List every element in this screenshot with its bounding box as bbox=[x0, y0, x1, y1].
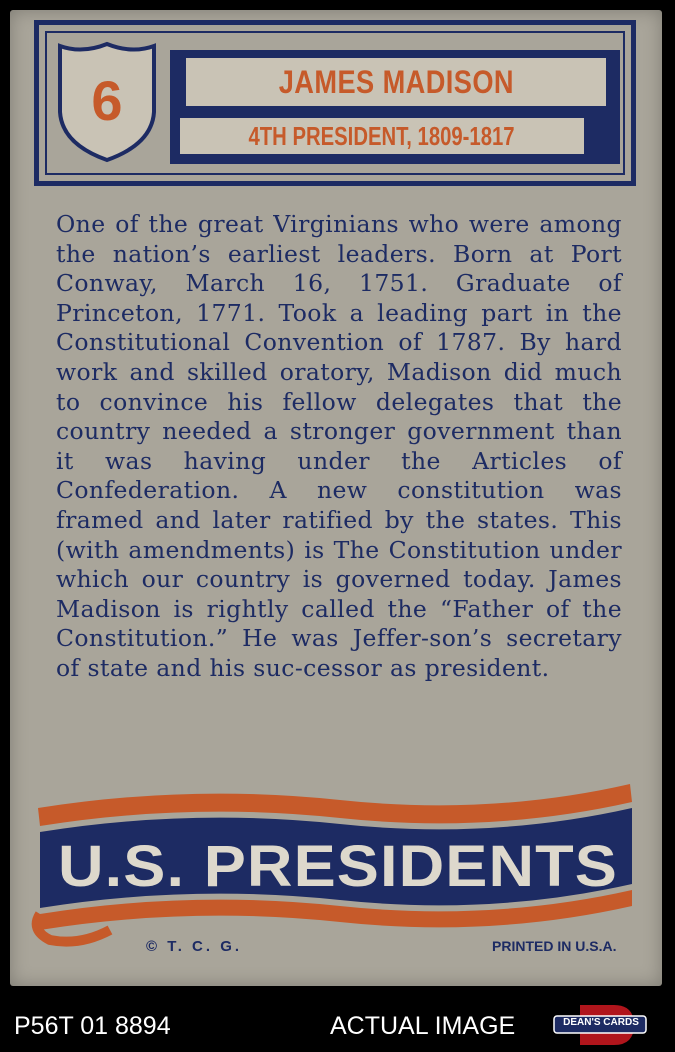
title-band bbox=[170, 50, 620, 164]
trading-card-back bbox=[10, 10, 662, 986]
name-box bbox=[186, 58, 606, 106]
shield-icon bbox=[52, 40, 162, 164]
president-term: 4TH PRESIDENT, 1809-1817 bbox=[248, 120, 516, 151]
actual-image-label: ACTUAL IMAGE bbox=[330, 1012, 516, 1040]
bottom-bar bbox=[0, 1000, 675, 1050]
copyright-text: © T. C. G. bbox=[146, 938, 243, 955]
certification-code: P56T 01 8894 bbox=[14, 1012, 171, 1040]
term-box bbox=[180, 118, 584, 154]
banner-text: U.S. PRESIDENTS bbox=[58, 834, 618, 899]
us-presidents-banner bbox=[10, 780, 662, 950]
banner-graphic bbox=[10, 780, 662, 950]
logo-text: DEAN'S CARDS bbox=[563, 1017, 639, 1028]
president-name: JAMES MADISON bbox=[278, 63, 514, 100]
printed-text: PRINTED IN U.S.A. bbox=[492, 938, 617, 954]
deans-cards-logo[interactable] bbox=[550, 1003, 650, 1047]
biography-text: One of the great Virginians who were among the nation’s earliest leaders. Born at Port Conway, March 16, 1751. Graduate of Princeton, 1771. Took a leading part in the Constitutional Convention of 1787. By hard work and skilled oratory, Madison did much to convince his fellow delegates that the country needed a stronger government than it was having under the Articles of Confederation. A new constitution was framed and later ratified by the states. This (with amendments) is The Constitution under which our country is governed today. James Madison is rightly called the “Father of the Constitution.” He was Jeffer-son’s secretary of state and his suc-cessor as president. bbox=[56, 210, 622, 682]
card-number: 6 bbox=[91, 69, 123, 132]
